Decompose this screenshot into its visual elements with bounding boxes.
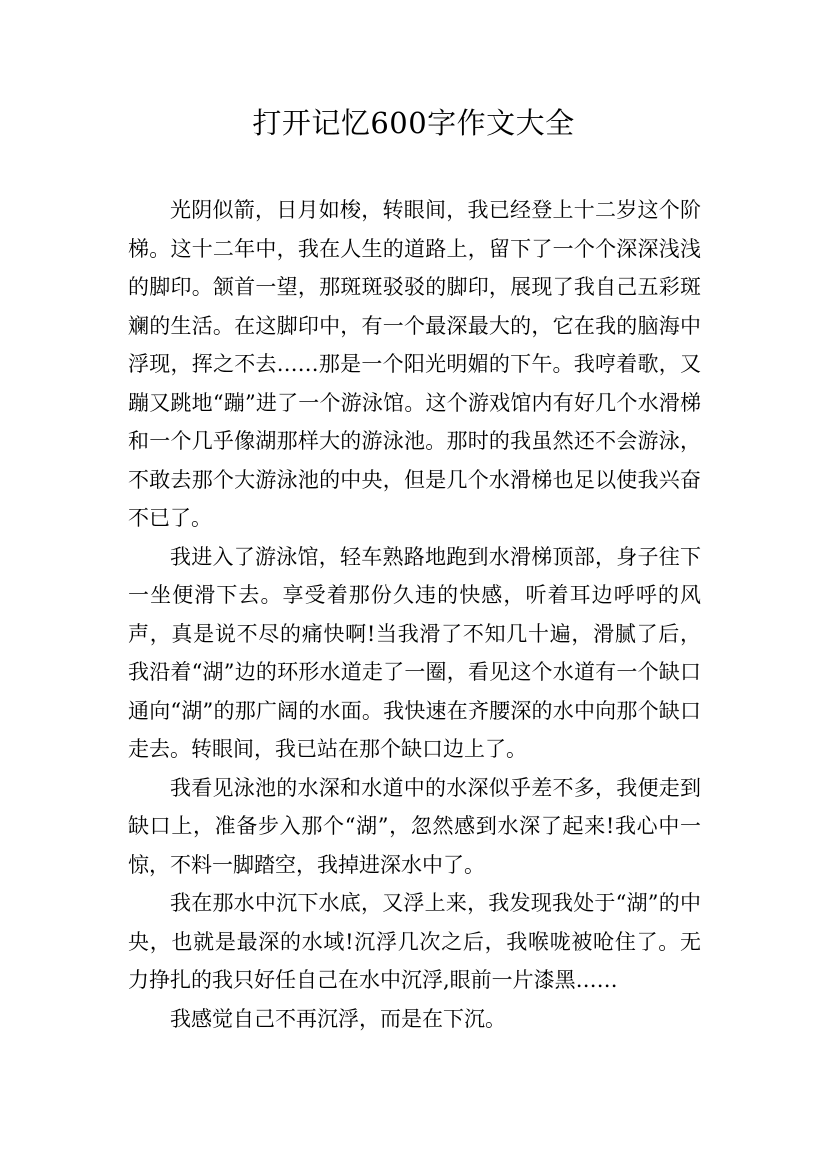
paragraph: 我进入了游泳馆，轻车熟路地跑到水滑梯顶部，身子往下一坐便滑下去。享受着那份久违的快感，听着耳边呼呼的风声，真是说不尽的痛快啊!当我滑了不知几十遍，滑腻了后，我沿着“湖”边的环形水道走了一圈，看见这个水道有一个缺口通向“湖”的那广阔的水面。我快速在齐腰深的水中向那个缺口走去。转眼间，我已站在那个缺口边上了。 [128,544,701,761]
paragraph: 我在那水中沉下水底，又浮上来，我发现我处于“湖”的中央，也就是最深的水域!沉浮几次之后，我喉咙被呛住了。无力挣扎的我只好任自己在水中沉浮,眼前一片漆黑…… [128,891,701,992]
paragraph: 我看见泳池的水深和水道中的水深似乎差不多，我便走到缺口上，准备步入那个“湖”，忽然感到水深了起来!我心中一惊，不料一脚踏空，我掉进深水中了。 [128,775,701,877]
paragraph: 我感觉自己不再沉浮，而是在下沉。 [170,1006,506,1031]
document-title: 打开记忆600字作文大全 [252,106,575,140]
document-body [128,191,701,1038]
paragraph: 光阴似箭，日月如梭，转眼间，我已经登上十二岁这个阶梯。这十二年中，我在人生的道路上，留下了一个个深深浅浅的脚印。颔首一望，那斑斑驳驳的脚印，展现了我自己五彩斑斓的生活。在这脚印中，有一个最深最大的，它在我的脑海中浮现，挥之不去……那是一个阳光明媚的下午。我哼着歌，又蹦又跳地“蹦”进了一个游泳馆。这个游戏馆内有好几个水滑梯和一个几乎像湖那样大的游泳池。那时的我虽然还不会游泳，不敢去那个大游泳池的中央，但是几个水滑梯也足以使我兴奋不已了。 [128,198,701,530]
